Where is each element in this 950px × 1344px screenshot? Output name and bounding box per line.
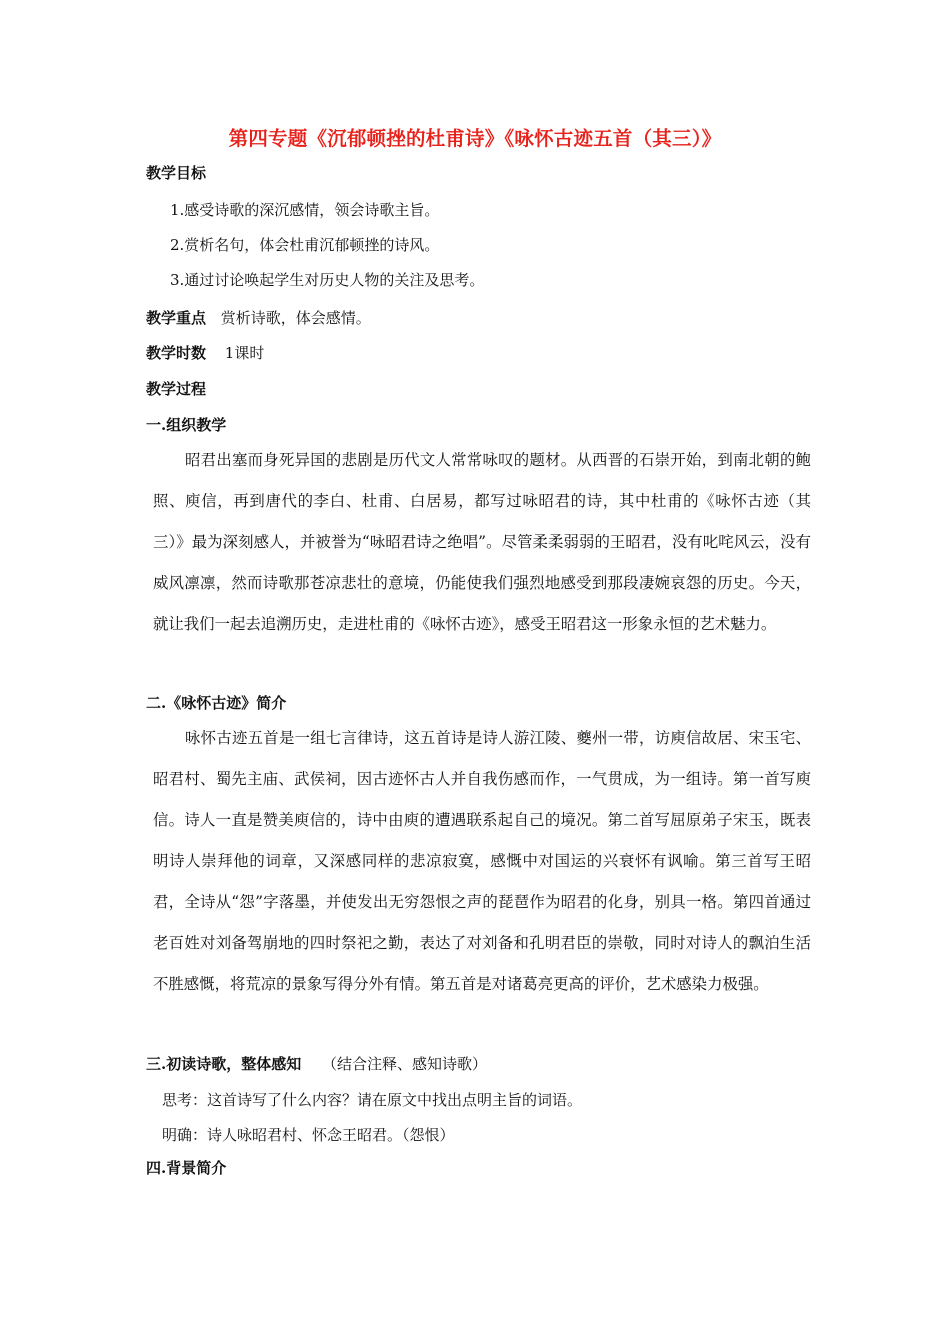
objective-item-2: 2.赏析名句，体会杜甫沉郁顿挫的诗风。 <box>170 236 440 254</box>
process-heading: 教学过程 <box>146 380 207 398</box>
hours-value: 1课时 <box>224 344 265 362</box>
hours-row <box>146 343 264 363</box>
section3-answer: 明确：诗人咏昭君村、怀念王昭君。（怨恨） <box>162 1126 455 1144</box>
section3-row <box>146 1054 487 1074</box>
objective-item-1: 1.感受诗歌的深沉感情，领会诗歌主旨。 <box>170 201 440 219</box>
section1-paragraph: 昭君出塞而身死异国的悲剧是历代文人常常咏叹的题材。从西晋的石崇开始，到南北朝的鲍照、庾信，再到唐代的李白、杜甫、白居易，都写过咏昭君的诗，其中杜甫的《咏怀古迹（其三）》最为深刻感人，并被誉为“咏昭君诗之绝唱”。尽管柔柔弱弱的王昭君，没有叱咤风云，没有威风凛凛，然而诗歌那苍凉悲壮的意境，仍能使我们强烈地感受到那段凄婉哀怨的历史。今天，就让我们一起去追溯历史，走进杜甫的《咏怀古迹》，感受王昭君这一形象永恒的艺术魅力。 <box>153 451 811 633</box>
section2-heading: 二.《咏怀古迹》简介 <box>146 694 287 712</box>
hours-label: 教学时数 <box>146 344 207 362</box>
focus-label: 教学重点 <box>146 309 207 327</box>
section3-heading: 三.初读诗歌，整体感知 <box>146 1055 302 1073</box>
document-title: 第四专题《沉郁顿挫的杜甫诗》《咏怀古迹五首（其三）》 <box>228 127 722 150</box>
objectives-heading: 教学目标 <box>146 164 207 182</box>
section2-paragraph: 咏怀古迹五首是一组七言律诗，这五首诗是诗人游江陵、夔州一带，访庾信故居、宋玉宅、昭君村、蜀先主庙、武侯祠，因古迹怀古人并自我伤感而作，一气贯成，为一组诗。第一首写庾信。诗人一直是赞美庾信的，诗中由庾的遭遇联系起自己的境况。第二首写屈原弟子宋玉，既表明诗人崇拜他的词章，又深感同样的悲凉寂寞，感慨中对国运的兴衰怀有讽喻。第三首写王昭君，全诗从“怨”字落墨，并使发出无穷怨恨之声的琵琶作为昭君的化身，别具一格。第四首通过老百姓对刘备驾崩地的四时祭祀之勤，表达了对刘备和孔明君臣的崇敬，同时对诗人的飘泊生活不胜感慨，将荒凉的景象写得分外有情。第五首是对诸葛亮更高的评价，艺术感染力极强。 <box>153 729 811 993</box>
section4-heading: 四.背景简介 <box>146 1159 227 1177</box>
section1-heading: 一.组织教学 <box>146 416 227 434</box>
section3-question: 思考：这首诗写了什么内容？请在原文中找出点明主旨的词语。 <box>162 1091 583 1109</box>
objective-item-3: 3.通过讨论唤起学生对历史人物的关注及思考。 <box>170 271 485 289</box>
section3-note: （结合注释、感知诗歌） <box>322 1055 488 1073</box>
focus-value: 赏析诗歌，体会感情。 <box>220 309 371 327</box>
focus-row <box>146 308 371 328</box>
